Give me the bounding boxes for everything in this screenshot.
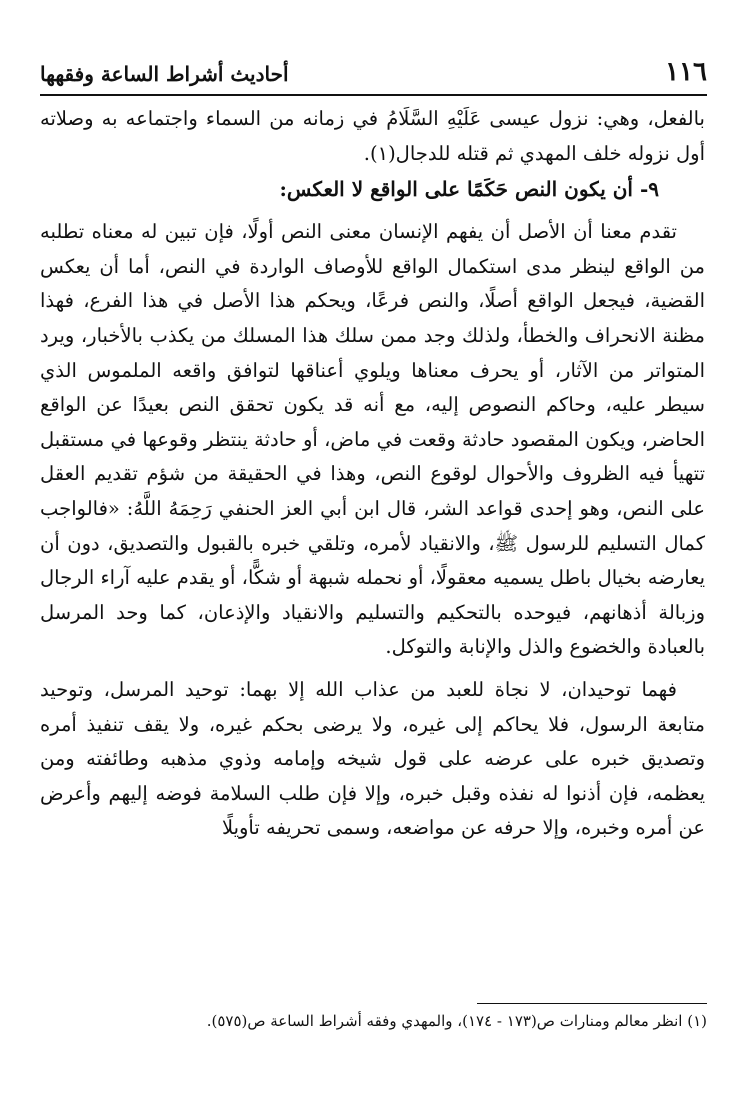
main-text (40, 102, 705, 846)
footnote-separator (477, 1003, 707, 1004)
footnote: (١) انظر معالم ومنارات ص(١٧٣ - ١٧٤)، والمهدي وفقه أشراط الساعة ص(٥٧٥). (206, 1012, 707, 1030)
running-title: أحاديث أشراط الساعة وفقهها (40, 62, 289, 86)
page-header (40, 56, 707, 96)
page-number: ١١٦ (665, 57, 707, 87)
header-rule (40, 94, 707, 96)
paragraph-main: تقدم معنا أن الأصل أن يفهم الإنسان معنى النص أولًا، فإن تبين له معناه تطلبه من الواقع لينظر مدى استكمال الواقع للأوصاف الواردة في النص، أما أن يعكس القضية، فيجعل الواقع أصلًا، والنص فرعًا، ويحكم هذا الأصل في هذا الفرع، فهذا مظنة الانحراف والخطأ، ولذلك وجد ممن سلك هذا المسلك من يكذب بالأخبار، ويرد المتواتر من الآثار، أو يحرف معناها ويلوي أعناقها لتوافق واقعه الملموس الذي سيطر عليه، وحاكم النصوص إليه، مع أنه قد يكون تحقق النص بعيدًا عن الواقع الحاضر، ويكون المقصود حادثة وقعت في ماض، أو حادثة ينتظر وقوعها في مستقبل تتهيأ فيه الظروف والأحوال لوقوع النص، وهذا في الحقيقة من شؤم تقديم العقل على النص، وهو إحدى قواعد الشر، قال ابن أبي العز الحنفي رَحِمَهُ اللَّهُ: «فالواجب كمال التسليم للرسول ﷺ، والانقياد لأمره، وتلقي خبره بالقبول والتصديق، دون أن يعارضه بخيال باطل يسميه معقولًا، أو نحمله شبهة أو شكًّا، أو يقدم عليه آراء الرجال وزبالة أذهانهم، فيوحده بالتحكيم والتسليم والانقياد والإذعان، كما وحد المرسل بالعبادة والخضوع والذل والإنابة والتوكل. (40, 220, 705, 659)
section-heading: ٩- أن يكون النص حَكَمًا على الواقع لا العكس: (279, 177, 659, 202)
paragraph-continuation: بالفعل، وهي: نزول عيسى عَلَيْهِ السَّلَامُ في زمانه من السماء واجتماعه به وصلاته أول نزوله خلف المهدي ثم قتله للدجال(١). (40, 107, 705, 165)
paragraph-two-tawhids: فهما توحيدان، لا نجاة للعبد من عذاب الله إلا بهما: توحيد المرسل، وتوحيد متابعة الرسول، فلا يحاكم إلى غيره، ولا يرضى بحكم غيره، ولا يقف تنفيذ أمره وتصديق خبره على عرضه على قول شيخه وإمامه وذوي مذهبه وطائفته ومن يعظمه، فإن أذنوا له نفذه وقبل خبره، وإلا فإن طلب السلامة فوضه إليهم وأعرض عن أمره وخبره، وإلا حرفه عن مواضعه، وسمى تحريفه تأويلًا (40, 677, 705, 840)
